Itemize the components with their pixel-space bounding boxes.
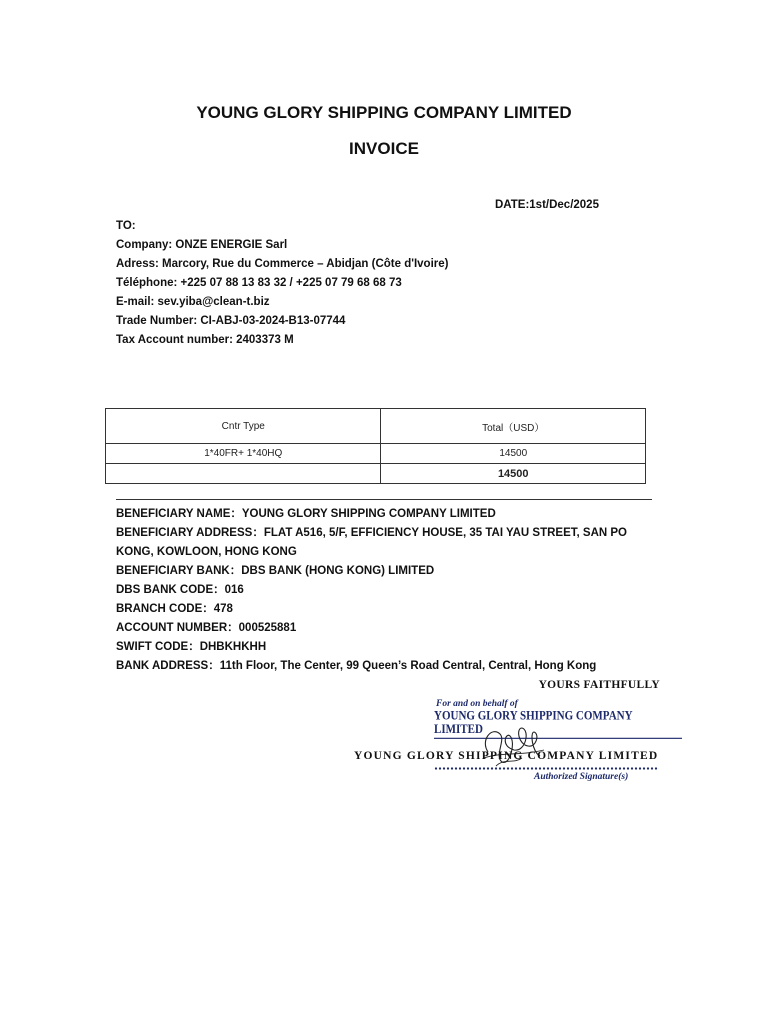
recipient-company: Company: ONZE ENERGIE Sarl (116, 239, 288, 251)
recipient-tax-account: Tax Account number: 2403373 M (116, 334, 294, 346)
invoice-heading: INVOICE (349, 139, 419, 158)
cell-cntr-type: 1*40FR+ 1*40HQ (106, 444, 381, 464)
table-total-row (106, 464, 646, 484)
grand-total: 14500 (381, 464, 646, 484)
bank-address: BANK ADDRESS：11th Floor, The Center, 99 Queen’s Road Central, Central, Hong Kong (116, 660, 597, 672)
account-number: ACCOUNT NUMBER：000525881 (116, 622, 297, 634)
branch-code: BRANCH CODE：478 (116, 603, 233, 615)
table-header-row (106, 409, 646, 444)
recipient-block (116, 217, 448, 350)
header-cntr-type: Cntr Type (106, 409, 381, 444)
invoice-table (105, 408, 646, 484)
recipient-phone: Téléphone: +225 07 88 13 83 32 / +225 07 79 68 68 73 (116, 277, 402, 289)
header-total-usd: Total（USD） (381, 409, 646, 444)
recipient-trade-number: Trade Number: CI-ABJ-03-2024-B13-07744 (116, 315, 346, 327)
handwritten-signature-icon (470, 722, 560, 770)
printed-company-name: YOUNG GLORY SHIPPING COMPANY LIMITED (354, 750, 659, 762)
closing-text: YOURS FAITHFULLY (538, 679, 660, 691)
table-row (106, 444, 646, 464)
invoice-date: DATE:1st/Dec/2025 (495, 199, 599, 211)
stamp-company-name: YOUNG GLORY SHIPPING COMPANY LIMITED (434, 709, 682, 739)
beneficiary-address: BENEFICIARY ADDRESS：FLAT A516, 5/F, EFFICIENCY HOUSE, 35 TAI YAU STREET, SAN PO KONG, KOWLOON, HONG KONG (116, 527, 627, 558)
beneficiary-name: BENEFICIARY NAME：YOUNG GLORY SHIPPING COMPANY LIMITED (116, 508, 496, 520)
on-behalf-text: For and on behalf of (436, 699, 518, 709)
total-label-cell (106, 464, 381, 484)
signature-dotted-line (434, 767, 659, 770)
swift-code: SWIFT CODE：DHBKHKHH (116, 641, 267, 653)
divider (116, 499, 652, 500)
bank-code: DBS BANK CODE：016 (116, 584, 244, 596)
beneficiary-bank: BENEFICIARY BANK：DBS BANK (HONG KONG) LIMITED (116, 565, 435, 577)
to-label: TO: (116, 220, 136, 232)
cell-total: 14500 (381, 444, 646, 464)
recipient-email: E-mail: sev.yiba@clean-t.biz (116, 296, 270, 308)
beneficiary-block (116, 505, 661, 676)
recipient-address: Adress: Marcory, Rue du Commerce – Abidjan (Côte d'Ivoire) (116, 258, 449, 270)
authorized-signature-label: Authorized Signature(s) (534, 772, 629, 782)
company-title: YOUNG GLORY SHIPPING COMPANY LIMITED (196, 103, 572, 122)
signature-stamp (352, 676, 682, 794)
